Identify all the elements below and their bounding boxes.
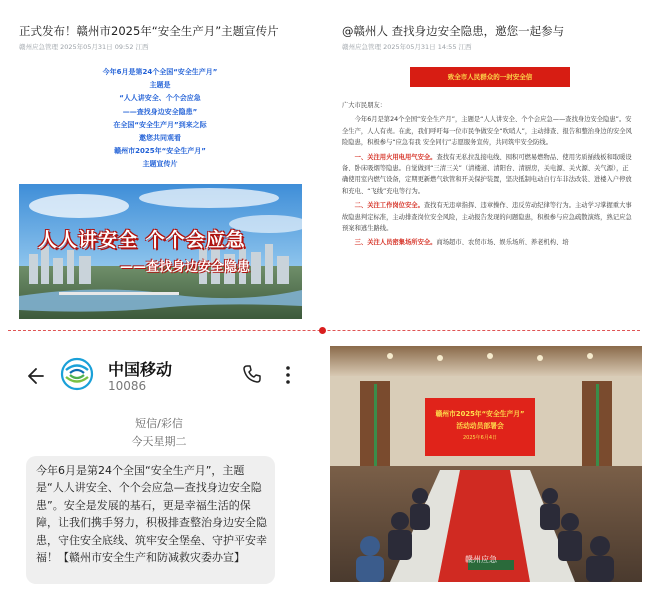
intro-line: 邀您共同观看 [139,134,181,143]
sms-screen [0,338,318,592]
poster-subslogan: ——查找身边安全隐患 [120,260,251,275]
intro-line: 在全国“安全生产月”到来之际 [113,120,207,129]
article-meta: 赣州应急管理 2025年05月31日 14:55 江西 [342,43,472,51]
china-mobile-logo-icon [60,357,94,391]
letter-paragraph [342,152,634,198]
divider-dot [319,327,326,334]
intro-line: “人人讲安全、个个会应急 [119,94,201,103]
screen-title-line2: 活动动员部署会 [456,422,504,430]
phone-icon[interactable] [242,364,262,384]
message-type-label: 短信/彩信 [135,417,183,430]
message-bubble[interactable] [26,456,275,584]
intro-line: 今年6月是第24个全国“安全生产月” [102,68,218,76]
screen-title-line1: 赣州市2025年“安全生产月” [435,410,525,418]
letter-paragraph: 今年6月是第24个全国“安全生产月”，主题是“人人讲安全、个个会应急——查找身边安全隐患”。安全生产，人人有责。在此，我们呼吁每一位市民争做安全“吹哨人”，主动排查、报告和整治身边的安全风险隐患，积极参与“应急有我 安全同行”志愿服务宣传，共同筑牢安全防线。 [342,116,632,147]
contact-number: 10086 [108,379,147,393]
letter-paragraph [342,237,634,248]
poster-slogan: 人人讲安全 个个会应急 [38,229,246,251]
letter-heading: 三、关注人员密集场所安全。 [354,239,437,247]
back-arrow-icon[interactable] [24,366,44,386]
message-text: 今年6月是第24个全国“安全生产月”，主题是“人人讲安全、个个会应急—查找身边安全隐患”。安全是发展的基石，更是幸福生活的保障，让我们携手努力，积极排查整治身边安全隐患，守住安全底线、筑牢安全堡垒、守护平安幸福！【赣州市安全生产和防减救灾委办宣】 [36,464,267,565]
letter-heading: 二、关注工作岗位安全。 [354,202,424,210]
letter-text: 商场超市、农贸市场、娱乐场所、养老机构、培 [436,239,569,247]
article-panel-safety-letter [330,0,647,325]
meeting-photo [330,346,642,582]
letter-banner: 致全市人民群众的一封安全信 [410,67,570,87]
letter-greeting: 广大市民朋友： [342,102,387,109]
letter-text: 查找有无违章指挥、违章操作、违反劳动纪律等行为。主动学习掌握重大事故隐患判定标准，主动排查岗位安全风险，主动报告发现的问题隐患，积极参与应急疏散演练，熟记应急预案和逃生路线。 [342,202,632,233]
article-panel-promo-video [0,0,318,325]
article-title[interactable]: 正式发布！赣州市2025年“安全生产月”主题宣传片 [19,24,279,38]
letter-heading: 一、关注用火用电用气安全。 [354,153,437,161]
letter-body [342,100,634,252]
intro-line: 主题宣传片 [142,160,178,169]
intro-line: 赣州市2025年“安全生产月” [114,147,206,156]
message-day-label: 今天星期二 [131,435,187,448]
meeting-room-image [330,346,642,582]
intro-line: ——查找身边安全隐患” [122,107,198,116]
intro-line: 主题是 [149,81,171,90]
letter-text: 查找有无私拉乱接电线、囤积可燃易燃物品、使用劣质插线板和取暖设备、卧床吸烟等隐患。自觉做到“三清三关”（清楼道、清阳台、清厨房，关电源、关火源、关气源），正确使用室内燃气设备，定期更新燃气软管和开关保护装置，坚决抵制电动自行车非法改装、进楼入户停放和充电、“飞线”充电等行为。 [342,153,632,195]
contact-name: 中国移动 [108,360,173,379]
article-title[interactable]: @赣州人 查找身边安全隐患，邀您一起参与 [342,24,565,38]
wall-text: 赣州应急 [465,555,497,564]
article-intro [60,66,260,172]
screen-date: 2025年6月4日 [462,435,498,441]
article-meta: 赣州应急管理 2025年05月31日 09:52 江西 [19,43,149,51]
letter-paragraph [342,200,634,234]
more-icon[interactable] [282,364,294,386]
